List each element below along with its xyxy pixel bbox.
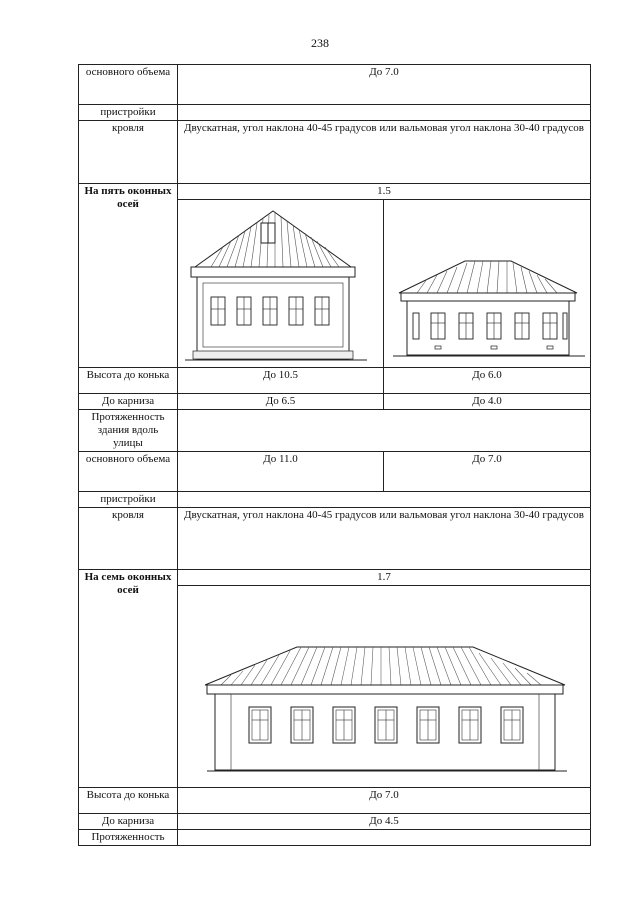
gable-house-drawing [181, 201, 385, 366]
row-label: пристройки [79, 105, 178, 121]
row-value: До 7.0 [178, 788, 591, 814]
row-value: До 10.5 [178, 368, 384, 394]
section-title: На пять оконных осей [79, 184, 178, 368]
row-value [178, 105, 591, 121]
section-title: На семь оконных осей [79, 570, 178, 788]
row-label: До карниза [79, 814, 178, 830]
row-value [178, 492, 591, 508]
row-value: Двускатная, угол наклона 40-45 градусов или вальмовая угол наклона 30-40 градусов [178, 121, 591, 184]
hip-house-drawing [387, 201, 592, 366]
row-value: До 6.0 [384, 368, 591, 394]
row-value: Двускатная, угол наклона 40-45 градусов или вальмовая угол наклона 30-40 градусов [178, 508, 591, 570]
row-label: основного объема [79, 452, 178, 492]
row-label: До карниза [79, 394, 178, 410]
row-label: Протяженность [79, 830, 178, 846]
row-value: До 4.5 [178, 814, 591, 830]
row-label: основного объема [79, 65, 178, 105]
row-label: Протяженность здания вдоль улицы [79, 410, 178, 452]
row-value: До 6.5 [178, 394, 384, 410]
row-value: До 11.0 [178, 452, 384, 492]
facade-drawing-hip [384, 200, 591, 368]
row-label: пристройки [79, 492, 178, 508]
row-label: Высота до конька [79, 788, 178, 814]
section-number: 1.5 [178, 184, 591, 200]
row-value: До 7.0 [178, 65, 591, 105]
row-value: До 7.0 [384, 452, 591, 492]
facade-drawing-gable [178, 200, 384, 368]
row-label: кровля [79, 508, 178, 570]
regulations-table [78, 64, 591, 846]
row-label: Высота до конька [79, 368, 178, 394]
row-value [178, 830, 591, 846]
facade-drawing-seven-axis [178, 586, 591, 788]
seven-window-house-drawing [181, 587, 592, 786]
section-number: 1.7 [178, 570, 591, 586]
page-number: 238 [311, 36, 329, 50]
row-value: До 4.0 [384, 394, 591, 410]
row-value [178, 410, 591, 452]
row-label: кровля [79, 121, 178, 184]
